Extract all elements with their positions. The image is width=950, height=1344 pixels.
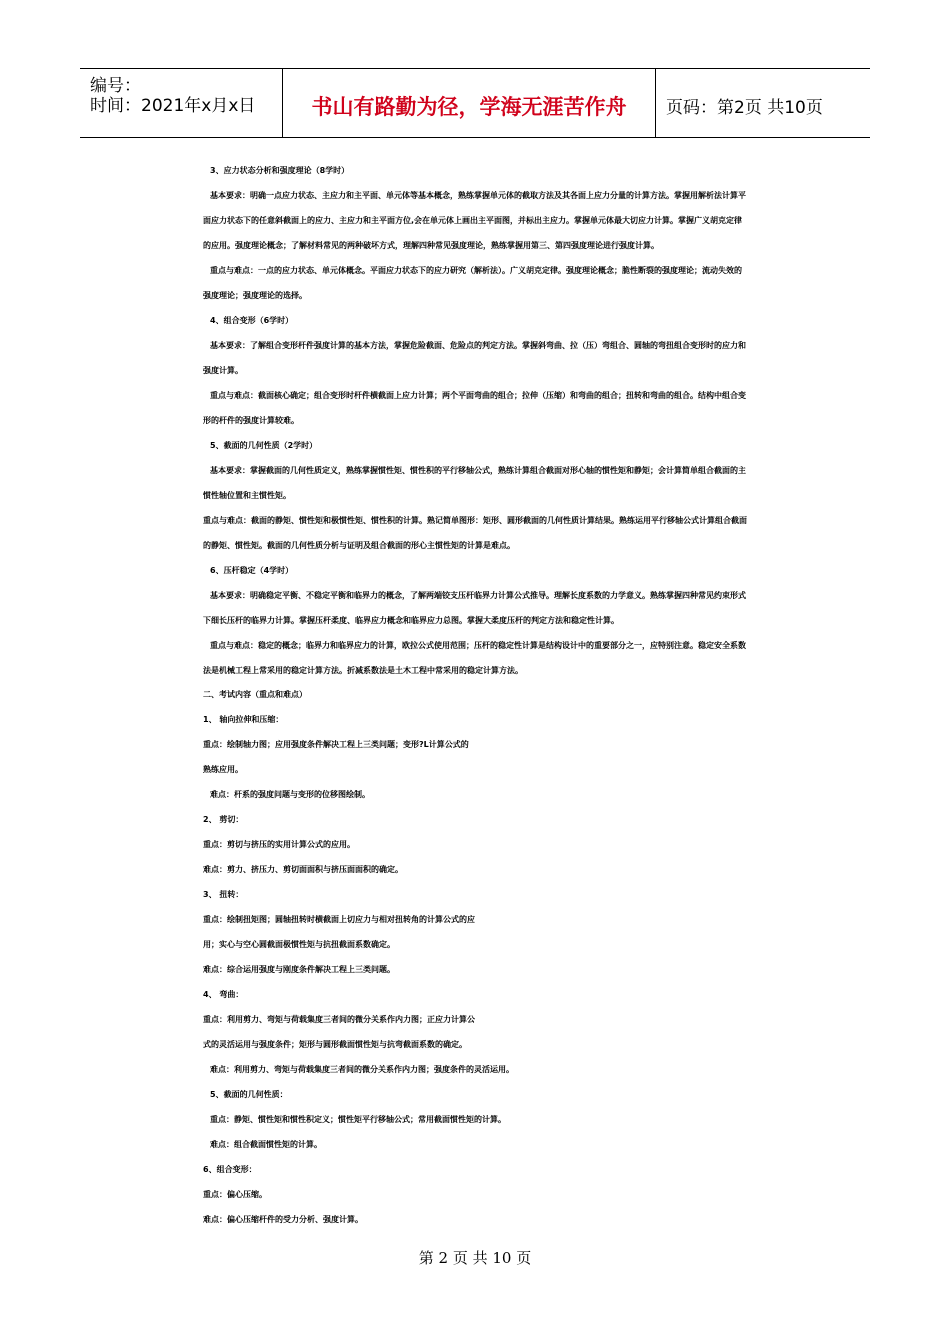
page-info: 页码：第2页 共10页	[666, 98, 823, 118]
header-meta-cell	[80, 69, 283, 137]
paragraph-line: 基本要求：了解组合变形杆件强度计算的基本方法，掌握危险截面、危险点的判定方法。掌握斜弯曲、拉（压）弯组合、圆轴的弯扭组合变形时的应力和	[210, 341, 746, 350]
section-heading: 二、考试内容（重点和难点）	[203, 690, 307, 699]
header-page-cell	[656, 69, 870, 137]
header-motto-cell	[283, 69, 656, 137]
paragraph-line: 强度计算。	[203, 366, 243, 375]
paragraph-line: 式的灵活运用与强度条件；矩形与圆形截面惯性矩与抗弯截面系数的确定。	[203, 1040, 467, 1049]
paragraph-line: 重点与难点：截面的静矩、惯性矩和极惯性矩、惯性积的计算。熟记简单图形：矩形、圆形截面的几何性质计算结果。熟练运用平行移轴公式计算组合截面	[203, 516, 747, 525]
paragraph-line: 重点：绘制轴力图；应用强度条件解决工程上三类问题；变形?L计算公式的	[203, 740, 469, 749]
paragraph-line: 重点：偏心压缩。	[203, 1190, 267, 1199]
motto: 书山有路勤为径，学海无涯苦作舟	[311, 95, 627, 119]
list-item: 5、截面的几何性质：	[210, 1090, 288, 1099]
paragraph-line: 形的杆件的强度计算较难。	[203, 416, 299, 425]
serial-label: 编号：	[90, 76, 141, 96]
paragraph-line: 强度理论；强度理论的选择。	[203, 291, 307, 300]
paragraph-line: 惯性轴位置和主惯性矩。	[203, 491, 291, 500]
list-item: 4、 弯曲：	[203, 990, 244, 999]
paragraph-line: 难点：综合运用强度与刚度条件解决工程上三类问题。	[203, 965, 395, 974]
paragraph-line: 难点：组合截面惯性矩的计算。	[210, 1140, 322, 1149]
paragraph-line: 重点与难点：稳定的概念；临界力和临界应力的计算，欧拉公式使用范围；压杆的稳定性计算是结构设计中的重要部分之一，应特别注意。稳定安全系数	[210, 641, 746, 650]
page-header	[80, 68, 870, 138]
paragraph-line: 的静矩、惯性矩。截面的几何性质分析与证明及组合截面的形心主惯性矩的计算是难点。	[203, 541, 515, 550]
section-heading: 5、截面的几何性质（2学时）	[210, 441, 318, 450]
paragraph-line: 的应用。强度理论概念；了解材料常见的两种破坏方式，理解四种常见强度理论，熟练掌握用第三、第四强度理论进行强度计算。	[203, 241, 659, 250]
list-item: 6、组合变形：	[203, 1165, 257, 1174]
paragraph-line: 基本要求：明确一点应力状态、主应力和主平面、单元体等基本概念，熟练掌握单元体的截取方法及其各面上应力分量的计算方法。掌握用解析法计算平	[210, 191, 746, 200]
paragraph-line: 下细长压杆的临界力计算。掌握压杆柔度、临界应力概念和临界应力总图。掌握大柔度压杆的判定方法和稳定性计算。	[203, 616, 619, 625]
paragraph-line: 基本要求：掌握截面的几何性质定义，熟练掌握惯性矩、惯性积的平行移轴公式，熟练计算组合截面对形心轴的惯性矩和静矩；会计算简单组合截面的主	[210, 466, 746, 475]
paragraph-line: 难点：杆系的强度问题与变形的位移图绘制。	[210, 790, 370, 799]
paragraph-line: 重点：利用剪力、弯矩与荷载集度三者间的微分关系作内力图；正应力计算公	[203, 1015, 475, 1024]
list-item: 1、 轴向拉伸和压缩：	[203, 715, 284, 724]
page-footer: 第 2 页 共 10 页	[418, 1249, 532, 1267]
paragraph-line: 重点与难点：一点的应力状态、单元体概念。平面应力状态下的应力研究（解析法）。广义胡克定律。强度理论概念；脆性断裂的强度理论；流动失效的	[210, 266, 742, 275]
paragraph-line: 难点：偏心压缩杆件的受力分析、强度计算。	[203, 1215, 363, 1224]
paragraph-line: 熟练应用。	[203, 765, 243, 774]
list-item: 2、 剪切：	[203, 815, 244, 824]
paragraph-line: 基本要求：明确稳定平衡、不稳定平衡和临界力的概念，了解两端铰支压杆临界力计算公式推导。理解长度系数的力学意义。熟练掌握四种常见约束形式	[210, 591, 746, 600]
paragraph-line: 重点与难点：截面核心确定；组合变形时杆件横截面上应力计算；两个平面弯曲的组合；拉伸（压缩）和弯曲的组合；扭转和弯曲的组合。结构中组合变	[210, 391, 746, 400]
section-heading: 6、压杆稳定（4学时）	[210, 566, 294, 575]
section-heading: 3、应力状态分析和强度理论（8学时）	[210, 166, 350, 175]
list-item: 3、 扭转：	[203, 890, 244, 899]
paragraph-line: 法是机械工程上常采用的稳定计算方法。折减系数法是土木工程中常采用的稳定计算方法。	[203, 666, 523, 675]
section-heading: 4、组合变形（6学时）	[210, 316, 294, 325]
paragraph-line: 难点：利用剪力、弯矩与荷载集度三者间的微分关系作内力图；强度条件的灵活运用。	[210, 1065, 514, 1074]
paragraph-line: 用；实心与空心圆截面极惯性矩与抗扭截面系数确定。	[203, 940, 395, 949]
paragraph-line: 重点：绘制扭矩图；圆轴扭转时横截面上切应力与相对扭转角的计算公式的应	[203, 915, 475, 924]
time-label: 时间：2021年x月x日	[90, 96, 256, 116]
paragraph-line: 难点：剪力、挤压力、剪切面面积与挤压面面积的确定。	[203, 865, 403, 874]
paragraph-line: 重点：剪切与挤压的实用计算公式的应用。	[203, 840, 355, 849]
paragraph-line: 面应力状态下的任意斜截面上的应力、主应力和主平面方位,会在单元体上画出主平面图，并标出主应力。掌握单元体最大切应力计算。掌握广义胡克定律	[203, 216, 743, 225]
paragraph-line: 重点：静矩、惯性矩和惯性积定义；惯性矩平行移轴公式；常用截面惯性矩的计算。	[210, 1115, 506, 1124]
